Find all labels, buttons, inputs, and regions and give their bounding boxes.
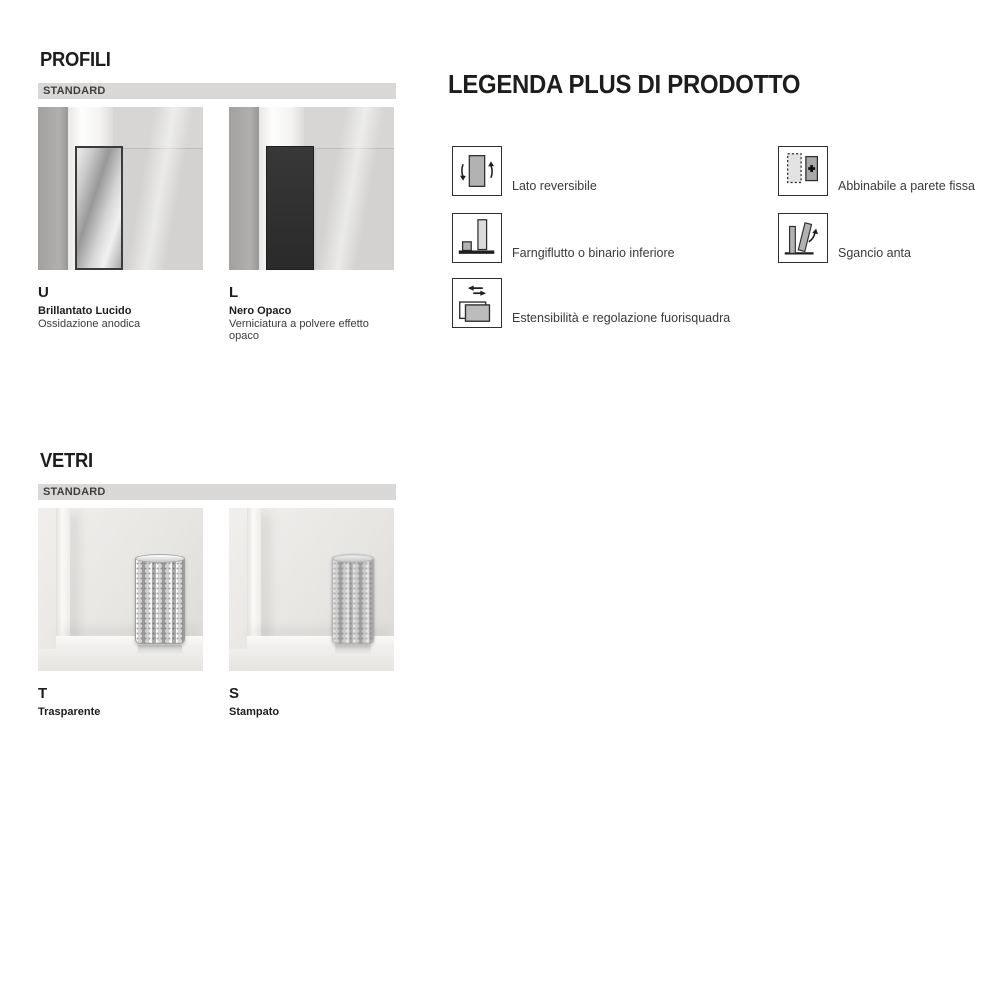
light-sheen	[304, 107, 394, 270]
fixed-wall-icon	[778, 146, 828, 196]
profile-card-u	[38, 107, 204, 330]
legend-item-sgancio-anta	[778, 213, 911, 263]
vetri-section-title: VETRI	[40, 450, 93, 472]
extensibility-icon	[452, 278, 502, 328]
glass-name: Trasparente	[38, 706, 101, 718]
profili-section-title: PROFILI	[40, 49, 111, 71]
profile-description: Verniciatura a polvere effetto opaco	[229, 318, 369, 342]
glass-card-s	[229, 508, 395, 718]
legend-label: Estensibilità e regolazione fuorisquadra	[512, 311, 731, 325]
legend-label: Sgancio anta	[838, 246, 911, 260]
profile-code: L	[229, 284, 239, 301]
glass-card-t	[38, 508, 204, 718]
profile-name: Brillantato Lucido	[38, 305, 132, 317]
wall-column	[229, 107, 259, 270]
vetri-standard-bar: STANDARD	[38, 484, 396, 500]
profile-bar-metal	[75, 146, 123, 270]
profile-name: Nero Opaco	[229, 305, 292, 317]
bottom-rail-icon	[452, 213, 502, 263]
profile-card-l	[229, 107, 395, 342]
glass-name: Stampato	[229, 706, 280, 718]
legend-label: Lato reversibile	[512, 179, 597, 193]
wall-column	[38, 107, 68, 270]
legend-label: Abbinabile a parete fissa	[838, 179, 975, 193]
profile-photo-nero	[229, 107, 394, 270]
legenda-section-title: LEGENDA PLUS DI PRODOTTO	[448, 69, 801, 99]
legend-item-parete-fissa	[778, 146, 975, 196]
legend-label: Farngiflutto o binario inferiore	[512, 246, 675, 260]
legend-item-estensibilita	[452, 278, 730, 328]
glass-code: S	[229, 685, 240, 702]
profile-photo-brillantato	[38, 107, 203, 270]
glass-photo-stampato	[229, 508, 394, 671]
legend-item-binario-inferiore	[452, 213, 675, 263]
door-release-icon	[778, 213, 828, 263]
profile-description: Ossidazione anodica	[38, 318, 141, 330]
glass-edge-vertical	[247, 508, 261, 648]
reversible-side-icon	[452, 146, 502, 196]
perforated-cup	[135, 556, 185, 644]
legend-item-lato-reversibile	[452, 146, 597, 196]
light-sheen	[113, 107, 203, 270]
glass-photo-trasparente	[38, 508, 203, 671]
profili-standard-bar: STANDARD	[38, 83, 396, 99]
profile-bar-black	[266, 146, 314, 270]
profile-code: U	[38, 284, 49, 301]
glass-code: T	[38, 685, 48, 702]
glass-edge-vertical	[56, 508, 70, 648]
perforated-cup	[332, 556, 374, 644]
